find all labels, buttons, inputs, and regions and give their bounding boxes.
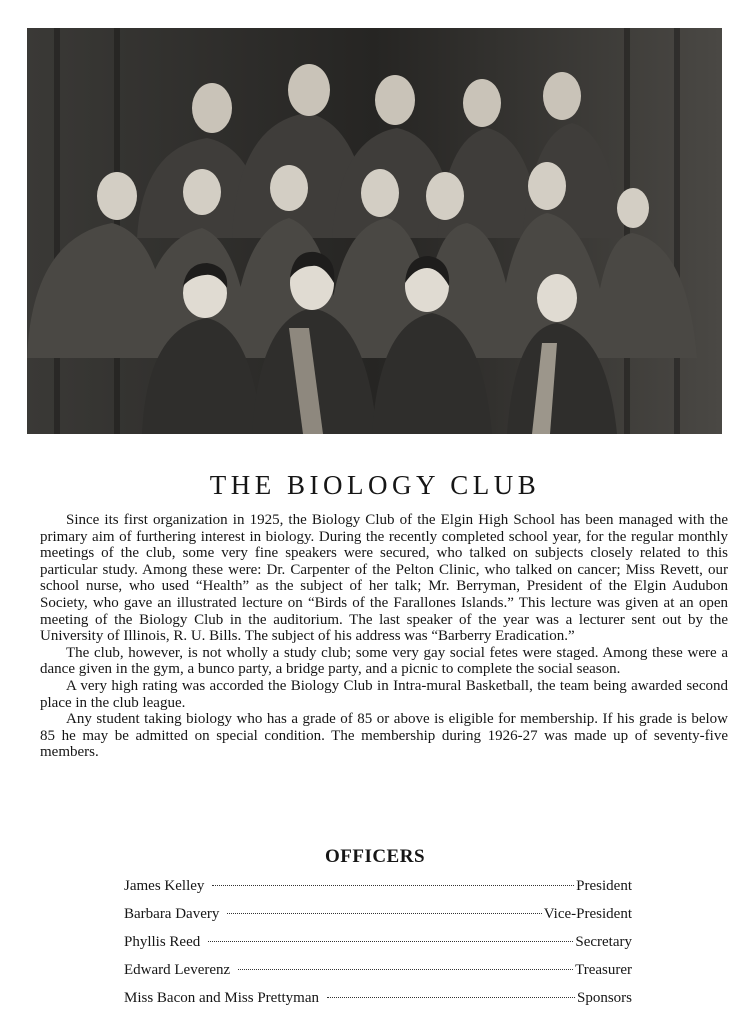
officer-name: Barbara Davery bbox=[124, 906, 220, 922]
officer-name: James Kelley bbox=[124, 878, 205, 894]
officer-name: Miss Bacon and Miss Prettyman bbox=[124, 990, 319, 1006]
officer-row bbox=[124, 874, 632, 902]
officer-role: Sponsors bbox=[576, 990, 632, 1006]
officer-role: Vice-President bbox=[543, 906, 632, 922]
officer-role: President bbox=[576, 878, 632, 894]
officer-row bbox=[124, 902, 632, 930]
group-photo bbox=[27, 28, 722, 434]
officer-name: Phyllis Reed bbox=[124, 934, 201, 950]
officer-role: Treasurer bbox=[575, 962, 632, 978]
group-photo-icon bbox=[27, 28, 722, 434]
officer-role: Secretary bbox=[575, 934, 632, 950]
officers-list bbox=[124, 874, 632, 1014]
officers-heading: OFFICERS bbox=[324, 846, 426, 867]
dot-leader bbox=[212, 885, 574, 886]
paragraph: Since its first organization in 1925, the Biology Club of the Elgin High School has been managed with the primary aim of furthering interest in biology. During the recently completed school year, for the regular monthly meetings of the club, some very fine speakers were secured, who talked on subjects closely related to this particular study. Among these were: Dr. Carpenter of the Pelton Clinic, who talked on cancer; Miss Revett, our school nurse, who used “Health” as the subject of her talk; Mr. Berryman, President of the Elgin Audubon Society, who gave an illustrated lecture on “Birds of the Farallones Islands.” This lecture was given at an open meeting of the Biology Club in the auditorium. The last speaker of the year was a lecturer sent out by the University of Illinois, R. U. Bills. The subject of his address was “Barberry Eradication.” bbox=[40, 512, 728, 645]
paragraph: The club, however, is not wholly a study club; some very gay social fetes were staged. Among these were a dance given in the gym, a bunco party, a bridge party, and a picnic to complete the social season. bbox=[40, 644, 728, 678]
dot-leader bbox=[327, 997, 575, 998]
dot-leader bbox=[208, 941, 573, 942]
officer-row bbox=[124, 958, 632, 986]
paragraph: A very high rating was accorded the Biology Club in Intra-mural Basketball, the team being awarded second place in the club league. bbox=[40, 677, 728, 711]
officer-name: Edward Leverenz bbox=[124, 962, 231, 978]
page-title: THE BIOLOGY CLUB bbox=[209, 470, 541, 500]
officer-row bbox=[124, 986, 632, 1014]
dot-leader bbox=[238, 969, 573, 970]
paragraph: Any student taking biology who has a grade of 85 or above is eligible for membership. If his grade is below 85 he may be admitted on special condition. The membership during 1926-27 was made up of seventy-five members. bbox=[40, 711, 728, 761]
dot-leader bbox=[227, 913, 541, 914]
officer-row bbox=[124, 930, 632, 958]
article-body bbox=[40, 512, 728, 761]
